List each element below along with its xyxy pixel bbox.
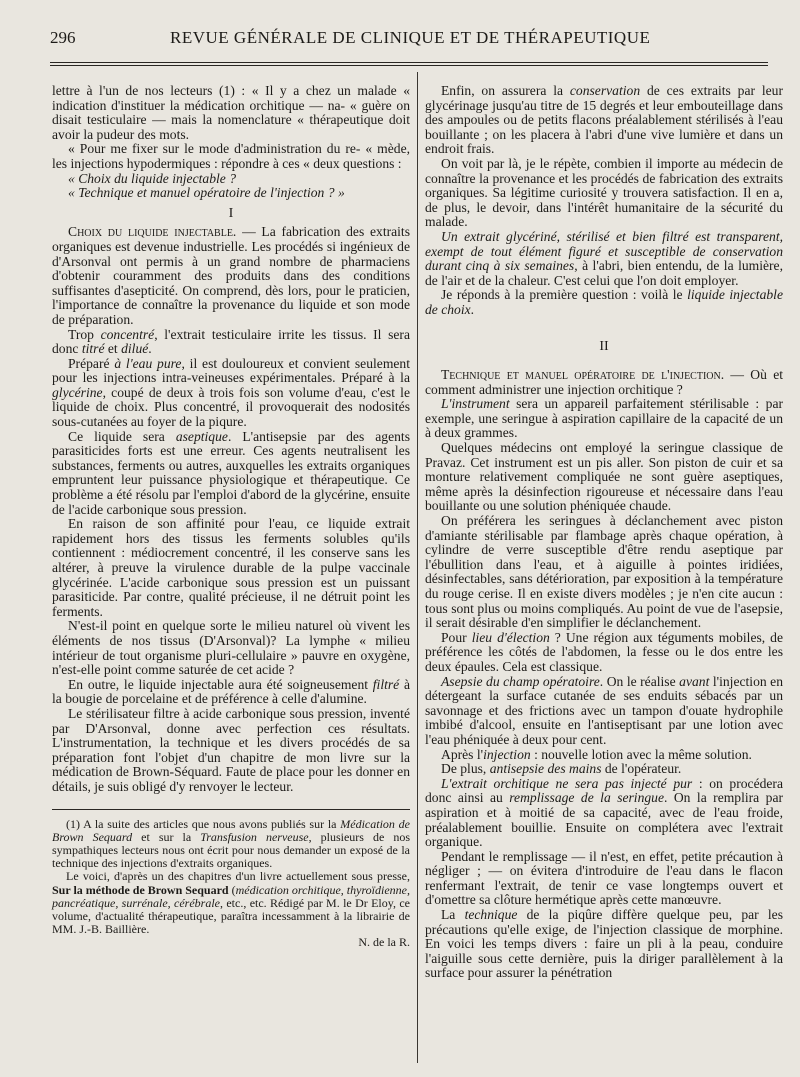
paragraph: Enfin, on assurera la conservation de ces extraits par leur glycérinage jusqu'au titre de 15 degrés et leur embouteillage dans des ampoules ou de petits flacons préalablement stérilisés à l'eau bouillante ; on les placera à l'abri d'une vive lumière et dans un endroit frais. [425,83,783,157]
paragraph: Pour lieu d'élection ? Une région aux téguments mobiles, de préférence les côtés de l'abdomen, la fesse ou le dos entre les deux épaules. Cela est classique. [425,629,783,674]
paragraph: Un extrait glycériné, stérilisé et bien filtré est transparent, exempt de tout élément figuré et susceptible de conservation durant cinq à six semaines, à l'abri, bien entendu, de la lumière, de l'air et de la chaleur. C'est celui que l'on doit employer. [425,228,783,288]
paragraph: On préférera les seringues à déclanchement avec piston d'amiante stérilisable par flambage après chaque opération, à cylindre de verre susceptible d'être rendu aseptique par l'ébullition dans l'eau, et à aiguille à pointes iridiées, désinfectables, sans détérioration, par exposition à la température du rouge cerise. Il en existe divers modèles ; je n'en cite aucun : tous sont plus ou moins compliqués. Au point de vue de l'asepsie, il serait désirable d'en simplifier le déclanchement. [425,513,783,631]
paragraph: Technique et manuel opératoire de l'injection. — Où et comment administrer une injection orchitique ? [425,367,784,397]
page-number: 296 [50,28,76,47]
right-column [425,84,783,1065]
paragraph: De plus, antisepsie des mains de l'opérateur. [441,761,682,777]
running-title: REVUE GÉNÉRALE DE CLINIQUE ET DE THÉRAPEUTIQUE [170,28,651,47]
paragraph: Choix du liquide injectable. — La fabrication des extraits organiques est devenue industrielle. Les procédés si ingénieux de d'Arsonval ont permis à un grand nombre de pharmaciens d'obtenir couramment des produits dans des conditions suffisantes d'asepticité. On comprend, dès lors, pour le praticien, l'importance de connaître la provenance du liquide et son mode de préparation. [52,224,410,327]
paragraph: En raison de son affinité pour l'eau, ce liquide extrait rapidement hors des tissus les ferments solubles qu'ils contiennent : médiocrement concentré, il les conserve sans les altérer, à preuve la virulence durable de la pulpe vaccinale glycérinée. L'acide carbonique sous pression est un puissant parasiticide. Par contre, qualité précieuse, il ne détruit point les ferments. [52,516,410,619]
footnote-paragraph: (1) A la suite des articles que nous avons publiés sur la Médication de Brown Sequard et sur la Transfusion nerveuse, plusieurs de nos sympathiques lecteurs nous ont écrit pour nous demander un exposé de la technique des injections d'extraits organiques. [52,816,410,871]
section-number: I [228,205,234,221]
left-column [52,84,410,1065]
paragraph: Trop concentré, l'extrait testiculaire irrite les tissus. Il sera donc titré et dilué. [52,326,410,357]
section-heading: Choix du liquide injectable. [68,224,237,240]
section-number: II [599,338,609,354]
section-heading: Technique et manuel opératoire de l'injection. [441,367,725,383]
column-divider [417,72,418,1063]
paragraph: Ce liquide sera aseptique. L'antisepsie par des agents parasiticides forts est une erreur. Ces agents neutralisent les substances, ferments ou autres, auxquelles les extraits organiques empruntent leur puissance physiologique et thérapeutique. Ce problème a été résolu par l'emploi d'abord de la glycérine, ensuite de l'acide carbonique sous pression. [52,428,411,517]
paragraph: La technique de la piqûre diffère quelque peu, par les précautions qu'elle exige, de l'injection classique de morphine. En voici les temps divers : faire un pli à la peau, conduire l'aiguille sous cette dernière, puis la diriger parallèlement à la surface pour assurer la pénétration [425,907,783,981]
paragraph: Pendant le remplissage — il n'est, en effet, petite précaution à négliger ; — on évitera d'introduire de l'eau dans le flacon renfermant l'extrait, de tenir ce vase longtemps ouvert et d'omettre sa clôture hermétique après cette manœuvre. [425,848,783,908]
paragraph: L'instrument sera un appareil parfaitement stérilisable : par exemple, une seringue à aspiration capillaire de la capacité de un à deux grammes. [425,396,783,441]
paragraph: Préparé à l'eau pure, il est douloureux et convient seulement pour les injections intra-veineuses expérimentales. Préparé à la glycérine, coupé de deux à trois fois son volume d'eau, c'est le liquide de choix. Plus concentré, il provoquerait des nodosités sous-cutanées au foyer de la piqure. [52,355,410,430]
footnote-rule [52,809,410,810]
footnote [52,818,410,950]
paragraph: Le stérilisateur filtre à acide carbonique sous pression, inventé par D'Arsonval, donne avec perfection ces résultats. L'instrumentation, la technique et les divers procédés de sa préparation font l'objet d'un chapitre de mon livre sur la médication de Brown-Séquard. Faute de place pour les donner en détails, je suis obligé d'y renvoyer le lecteur. [52,705,410,794]
question-line: « Choix du liquide injectable ? [68,170,237,186]
paragraph: L'extrait orchitique ne sera pas injecté pur : on procédera donc ainsi au remplissage de la seringue. On la remplira par aspiration et à moitié de sa capacité, avec de l'eau froide, préalablement bouillie. Ensuite on complétera avec l'extrait organique. [425,775,784,850]
paragraph: lettre à l'un de nos lecteurs (1) : « Il y a chez un malade « indication d'instituer la médication orchitique — na- « guère on disait testiculaire — mais la nomenclature « thérapeutique doit avoir la pudeur des mots. [52,83,410,142]
footnote-paragraph: Le voici, d'après un des chapitres d'un livre actuellement sous presse, Sur la méthode de Brown Sequard (médication orchitique, thyroïdienne, pancréatique, surrénale, cérébrale, etc., etc. Rédigé par M. le Dr Eloy, ce volume, d'actualité thérapeutique, paraîtra incessamment à la librairie de MM. J.-B. Baillière. [52,869,410,937]
page-header [50,28,768,56]
paragraph: En outre, le liquide injectable aura été soigneusement filtré à la bougie de porcelaine et de préférence à celle d'alumine. [52,676,410,707]
header-rule [50,62,768,66]
footnote-signature: N. de la R. [358,935,410,950]
paragraph: Quelques médecins ont employé la seringue classique de Pravaz. Cet instrument est un pis aller. Son piston de cuir et sa monture relativement compliquée ne sont guère aseptiques, même après la désinfection rigoureuse et nécessaire dans l'eau bouillante ou une solution phéniquée chaude. [425,440,783,514]
paragraph: Asepsie du champ opératoire. On le réalise avant l'injection en détergeant la surface cutanée de ses enduits sébacés par un savonnage et des frictions avec un tampon d'ouate hydrophile imbibé d'alcool, ensuite en l'antiseptisant par une lotion avec l'eau phéniquée à deux pour cent. [425,673,784,747]
paragraph: On voit par là, je le répète, combien il importe au médecin de connaître la provenance et les procédés de fabrication des extraits organiques. Sa légitime curiosité y trouvera satisfaction. Il en a, de plus, le devoir, dans l'intérêt humanitaire de la sécurité du malade. [425,155,783,230]
paragraph: Je réponds à la première question : voilà le liquide injectable de choix. [425,287,783,317]
paragraph: N'est-il point en quelque sorte le milieu naturel où vivent les éléments de nos tissus (D'Arsonval)? La lymphe « milieu intérieur de tout organisme pluri-cellulaire » pauvre en oxygène, n'est-elle point comme saturée de cet acide ? [52,618,410,678]
paragraph: « Pour me fixer sur le mode d'administration du re- « mède, les injections hypodermiques : répondre à ces « deux questions : [52,141,410,171]
paragraph: Après l'injection : nouvelle lotion avec la même solution. [441,746,752,762]
question-line: « Technique et manuel opératoire de l'injection ? » [68,185,345,201]
